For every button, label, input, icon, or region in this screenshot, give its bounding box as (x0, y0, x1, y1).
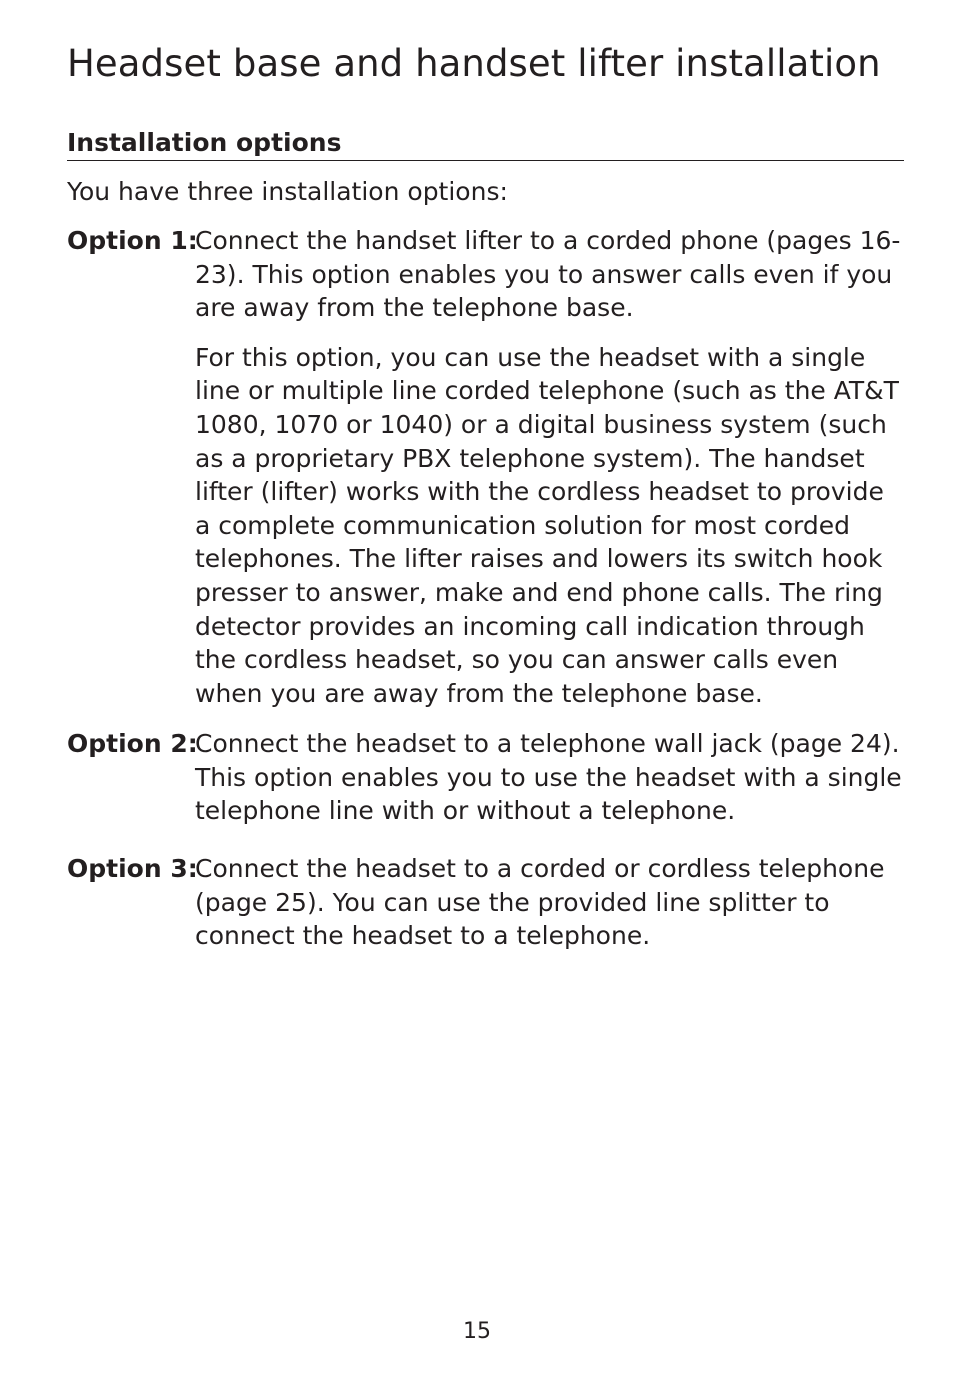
text-line: For this option, you can use the headset with a single (195, 342, 866, 372)
text-line: the cordless headset, so you can answer calls even (195, 645, 839, 675)
text-line: Connect the headset to a telephone wall jack (page 24). (195, 729, 900, 758)
option-paragraph (195, 341, 915, 711)
text-line: line or multiple line corded telephone (such as the AT&T (195, 376, 899, 406)
option-body (195, 852, 915, 953)
text-line: This option enables you to use the headset with a single (195, 762, 902, 792)
text-line: 23). This option enables you to answer calls even if you (195, 259, 893, 289)
text-line: telephones. The lifter raises and lowers its switch hook (195, 544, 883, 574)
text-line: 1080, 1070 or 1040) or a digital business system (such (195, 409, 887, 439)
option-label: Option 3: (67, 854, 198, 883)
text-line: lifter (lifter) works with the cordless headset to provide (195, 477, 884, 507)
text-line: (page 25). You can use the provided line splitter to (195, 887, 830, 917)
text-line: are away from the telephone base. (195, 293, 634, 323)
page-number: 15 (463, 1319, 491, 1344)
text-line: telephone line with or without a telephone. (195, 796, 736, 826)
option-body (195, 224, 915, 710)
section-heading: Installation options (67, 128, 904, 161)
option-paragraph (195, 224, 915, 325)
text-line: Connect the handset lifter to a corded phone (pages 16- (195, 226, 901, 255)
text-line: connect the headset to a telephone. (195, 921, 651, 951)
text-line: a complete communication solution for most corded (195, 510, 850, 540)
intro-text: You have three installation options: (67, 177, 508, 206)
option-paragraph (195, 727, 915, 828)
option-body (195, 727, 915, 828)
page-title: Headset base and handset lifter installation (67, 42, 881, 85)
text-line: Connect the headset to a corded or cordless telephone (195, 854, 885, 883)
option-paragraph (195, 852, 915, 953)
option-label: Option 1: (67, 226, 198, 255)
text-line: presser to answer, make and end phone calls. The ring (195, 577, 883, 607)
text-line: as a proprietary PBX telephone system). The handset (195, 443, 865, 473)
option-label: Option 2: (67, 729, 198, 758)
text-line: detector provides an incoming call indication through (195, 611, 865, 641)
text-line: when you are away from the telephone base. (195, 678, 763, 708)
